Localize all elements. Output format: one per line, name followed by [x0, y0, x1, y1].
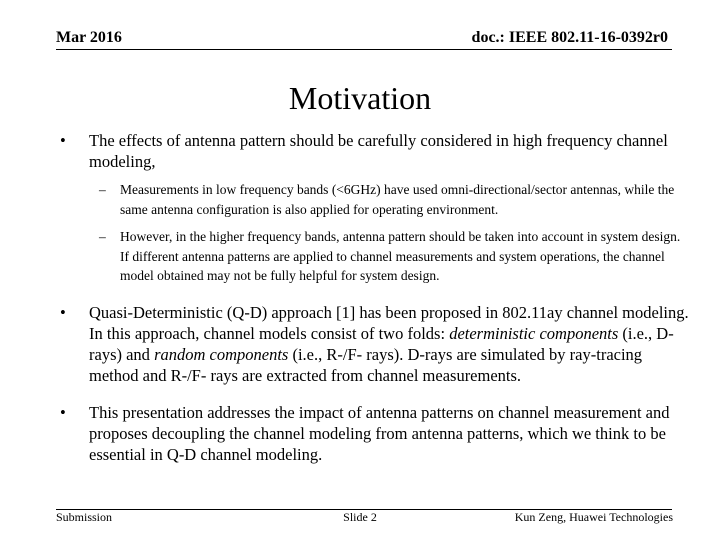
sub-bullet-text: However, in the higher frequency bands, antenna pattern should be taken into account in system design. If different antenna patterns are applied to channel measurements and system operations, the channel model obtained may not be fully helpful for system design. [120, 229, 681, 283]
footer-submission: Submission [56, 510, 113, 524]
bullet-marker: • [60, 131, 66, 150]
bullet-text: The effects of antenna pattern should be carefully considered in high frequency channel modeling, [89, 131, 668, 171]
bullet-item [60, 130, 692, 172]
header-rule [56, 49, 672, 50]
bullet-text-part: (i.e., R-/F- rays). D-rays are simulated by ray-tracing method and R-/F- rays are extracted from channel measurements. [89, 344, 643, 385]
sub-bullet-item [60, 180, 692, 219]
bullet-marker: • [60, 302, 66, 322]
sub-bullet-marker: – [99, 182, 106, 197]
sub-bullet-text: Measurements in low frequency bands (<6GHz) have used omni-directional/sector antennas, while the same antenna configuration is also applied for operating environment. [120, 182, 675, 217]
bullet-text-part: Quasi-Deterministic (Q-D) approach [1] has been proposed in 802.11ay channel modeling. In this approach, channel models consist of two folds: [89, 302, 689, 343]
slide-content [60, 130, 692, 465]
header-date: Mar 2016 [56, 29, 122, 46]
bullet-item [60, 302, 692, 386]
bullet-text: This presentation addresses the impact of antenna patterns on channel measurement and proposes decoupling the channel modeling from antenna patterns, which we think to be essential in Q-D channel modeling. [89, 402, 670, 464]
bullet-text-emphasis: random components [154, 344, 289, 364]
bullet-text-emphasis: deterministic components [449, 323, 619, 343]
footer-slide-number: Slide 2 [343, 510, 377, 524]
bullet-marker: • [60, 402, 66, 422]
sub-bullet-item [60, 227, 692, 286]
sub-bullet-marker: – [99, 229, 106, 244]
bullet-text-part: (i.e., D-rays) and [89, 323, 674, 364]
slide-title: Motivation [288, 80, 432, 116]
header-doc-id: doc.: IEEE 802.11-16-0392r0 [471, 29, 668, 46]
bullet-item [60, 402, 692, 465]
footer-author: Kun Zeng, Huawei Technologies [514, 510, 673, 524]
